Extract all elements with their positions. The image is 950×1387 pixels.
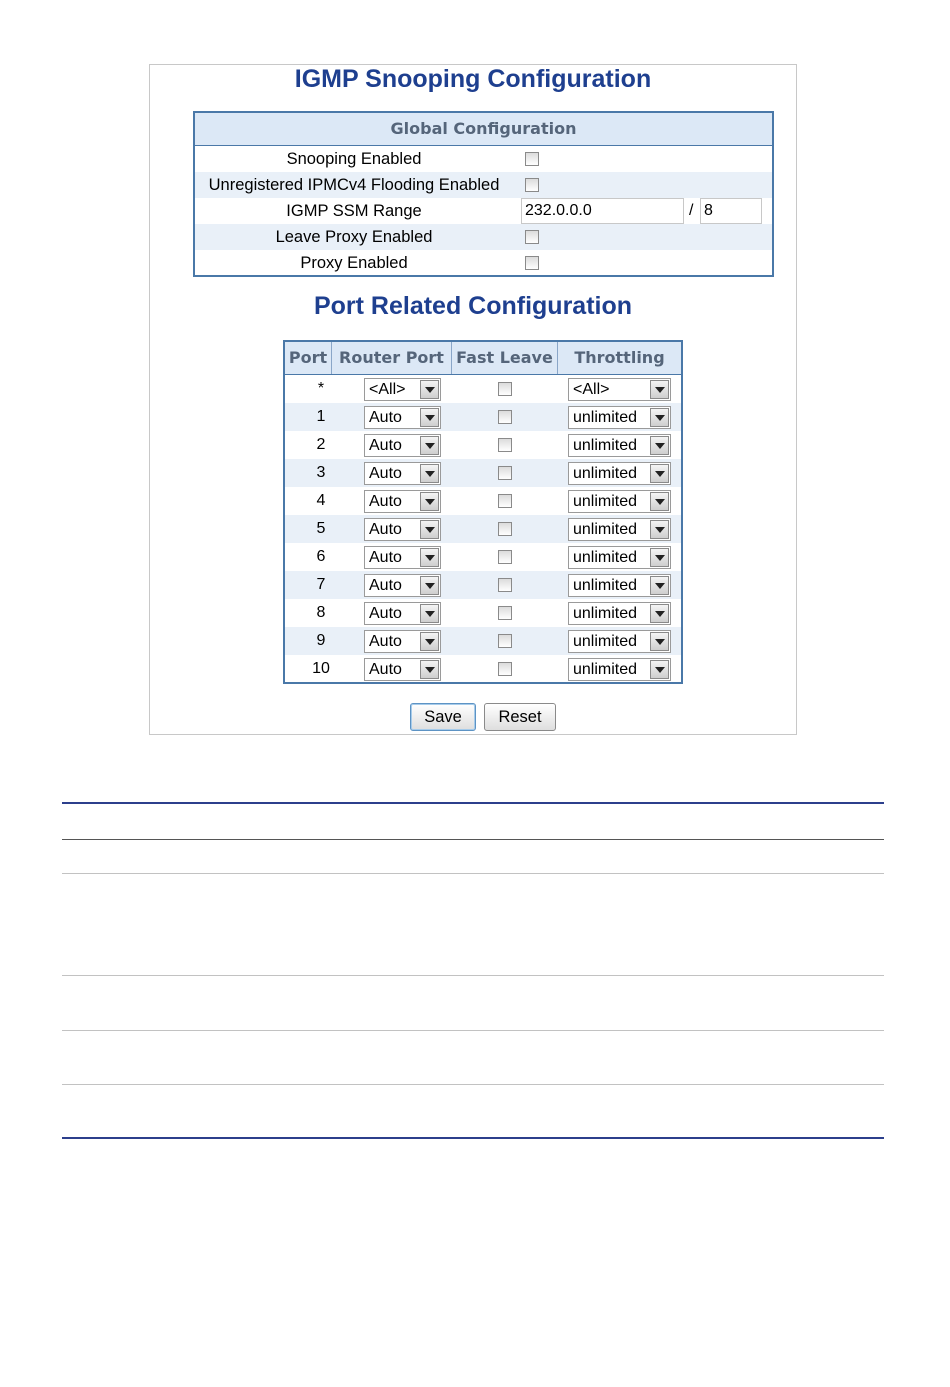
unregistered-flooding-checkbox[interactable] [525,178,539,192]
router-port-select[interactable] [364,434,441,457]
global-configuration-table [193,111,774,277]
proxy-enabled-checkbox[interactable] [525,256,539,270]
throttling-value: unlimited [573,409,638,426]
ssm-range-label: IGMP SSM Range [286,202,422,220]
chevron-down-icon[interactable] [650,632,669,651]
reset-button[interactable]: Reset [484,703,556,731]
port-number: 9 [316,632,326,649]
router-port-value: Auto [369,661,402,678]
throttling-select[interactable] [568,434,671,457]
router-port-select[interactable] [364,518,441,541]
port-number: 2 [316,436,326,453]
chevron-down-icon[interactable] [650,492,669,511]
chevron-down-icon[interactable] [650,520,669,539]
table-row [285,375,681,403]
throttling-select[interactable] [568,546,671,569]
router-port-select[interactable] [364,602,441,625]
port-number: 1 [316,408,326,425]
table-bottom-rule [62,1137,884,1139]
throttling-select[interactable] [568,630,671,653]
router-port-select[interactable] [364,462,441,485]
fast-leave-checkbox[interactable] [498,382,512,396]
router-port-value: Auto [369,409,402,426]
chevron-down-icon[interactable] [420,604,439,623]
port-configuration-table [283,340,683,684]
fast-leave-checkbox[interactable] [498,494,512,508]
port-section-title: Port Related Configuration [313,292,633,320]
table-row-divider [62,1030,884,1031]
save-button[interactable]: Save [410,703,476,731]
throttling-select[interactable] [568,462,671,485]
fast-leave-checkbox[interactable] [498,634,512,648]
table-row [285,655,681,683]
throttling-select[interactable] [568,602,671,625]
throttling-value: unlimited [573,577,638,594]
fast-leave-checkbox[interactable] [498,410,512,424]
table-row [285,403,681,431]
router-port-value: Auto [369,521,402,538]
throttling-value: unlimited [573,549,638,566]
chevron-down-icon[interactable] [420,436,439,455]
chevron-down-icon[interactable] [650,660,669,679]
row-leave-proxy [195,224,772,250]
throttling-value: unlimited [573,661,638,678]
router-port-select[interactable] [364,574,441,597]
table-row [285,627,681,655]
port-number: 8 [316,604,326,621]
port-number: * [317,380,325,397]
throttling-value: unlimited [573,437,638,454]
chevron-down-icon[interactable] [650,604,669,623]
chevron-down-icon[interactable] [650,464,669,483]
throttling-select[interactable] [568,378,671,401]
port-number: 3 [316,464,326,481]
igmp-config-panel [149,64,797,735]
table-row-divider [62,1084,884,1085]
column-header-router-port: Router Port [332,342,452,374]
router-port-select[interactable] [364,490,441,513]
leave-proxy-checkbox[interactable] [525,230,539,244]
leave-proxy-label: Leave Proxy Enabled [275,228,433,246]
row-unregistered-flooding [195,172,772,198]
chevron-down-icon[interactable] [650,408,669,427]
chevron-down-icon[interactable] [420,548,439,567]
port-number: 10 [312,660,330,677]
router-port-value: Auto [369,465,402,482]
chevron-down-icon[interactable] [420,632,439,651]
chevron-down-icon[interactable] [420,576,439,595]
global-configuration-header: Global Configuration [195,113,772,146]
column-header-port: Port [285,342,332,374]
router-port-value: Auto [369,605,402,622]
table-row [285,515,681,543]
chevron-down-icon[interactable] [650,436,669,455]
chevron-down-icon[interactable] [420,520,439,539]
throttling-value: unlimited [573,521,638,538]
router-port-select[interactable] [364,406,441,429]
table-row [285,599,681,627]
router-port-value: Auto [369,577,402,594]
router-port-select[interactable] [364,378,441,401]
router-port-select[interactable] [364,630,441,653]
ssm-range-separator: / [689,202,694,219]
column-header-fast-leave: Fast Leave [452,342,558,374]
throttling-select[interactable] [568,518,671,541]
throttling-select[interactable] [568,574,671,597]
port-number: 6 [316,548,326,565]
router-port-value: <All> [369,381,406,398]
router-port-select[interactable] [364,546,441,569]
table-row [285,487,681,515]
throttling-value: unlimited [573,605,638,622]
port-table-header [285,342,681,375]
table-row [285,543,681,571]
router-port-select[interactable] [364,658,441,681]
table-row [285,459,681,487]
table-header-rule [62,839,884,840]
router-port-value: Auto [369,633,402,650]
chevron-down-icon[interactable] [420,492,439,511]
chevron-down-icon[interactable] [650,380,669,399]
table-row [285,431,681,459]
port-number: 4 [316,492,326,509]
snooping-enabled-checkbox[interactable] [525,152,539,166]
fast-leave-checkbox[interactable] [498,662,512,676]
port-number: 5 [316,520,326,537]
chevron-down-icon[interactable] [420,660,439,679]
page-title: IGMP Snooping Configuration [294,65,652,93]
throttling-select[interactable] [568,658,671,681]
throttling-value: <All> [573,381,610,398]
fast-leave-checkbox[interactable] [498,522,512,536]
column-header-throttling: Throttling [574,348,665,367]
router-port-value: Auto [369,493,402,510]
fast-leave-checkbox[interactable] [498,606,512,620]
throttling-select[interactable] [568,406,671,429]
chevron-down-icon[interactable] [420,380,439,399]
port-table-body [285,375,681,683]
unregistered-flooding-label: Unregistered IPMCv4 Flooding Enabled [208,176,500,194]
router-port-value: Auto [369,437,402,454]
chevron-down-icon[interactable] [420,464,439,483]
proxy-enabled-label: Proxy Enabled [300,254,408,272]
chevron-down-icon[interactable] [420,408,439,427]
throttling-value: unlimited [573,493,638,510]
fast-leave-checkbox[interactable] [498,578,512,592]
chevron-down-icon[interactable] [650,576,669,595]
fast-leave-checkbox[interactable] [498,550,512,564]
chevron-down-icon[interactable] [650,548,669,567]
row-proxy-enabled [195,250,772,276]
table-row-divider [62,873,884,874]
ssm-range-mask-input[interactable]: 8 [700,198,762,224]
table-row [285,571,681,599]
row-ssm-range [195,198,772,224]
throttling-select[interactable] [568,490,671,513]
fast-leave-checkbox[interactable] [498,466,512,480]
table-top-rule [62,802,884,804]
snooping-enabled-label: Snooping Enabled [286,150,422,168]
fast-leave-checkbox[interactable] [498,438,512,452]
router-port-value: Auto [369,549,402,566]
table-row-divider [62,975,884,976]
ssm-range-address-input[interactable]: 232.0.0.0 [521,198,684,224]
throttling-value: unlimited [573,465,638,482]
row-snooping-enabled [195,146,772,172]
port-number: 7 [316,576,326,593]
throttling-value: unlimited [573,633,638,650]
